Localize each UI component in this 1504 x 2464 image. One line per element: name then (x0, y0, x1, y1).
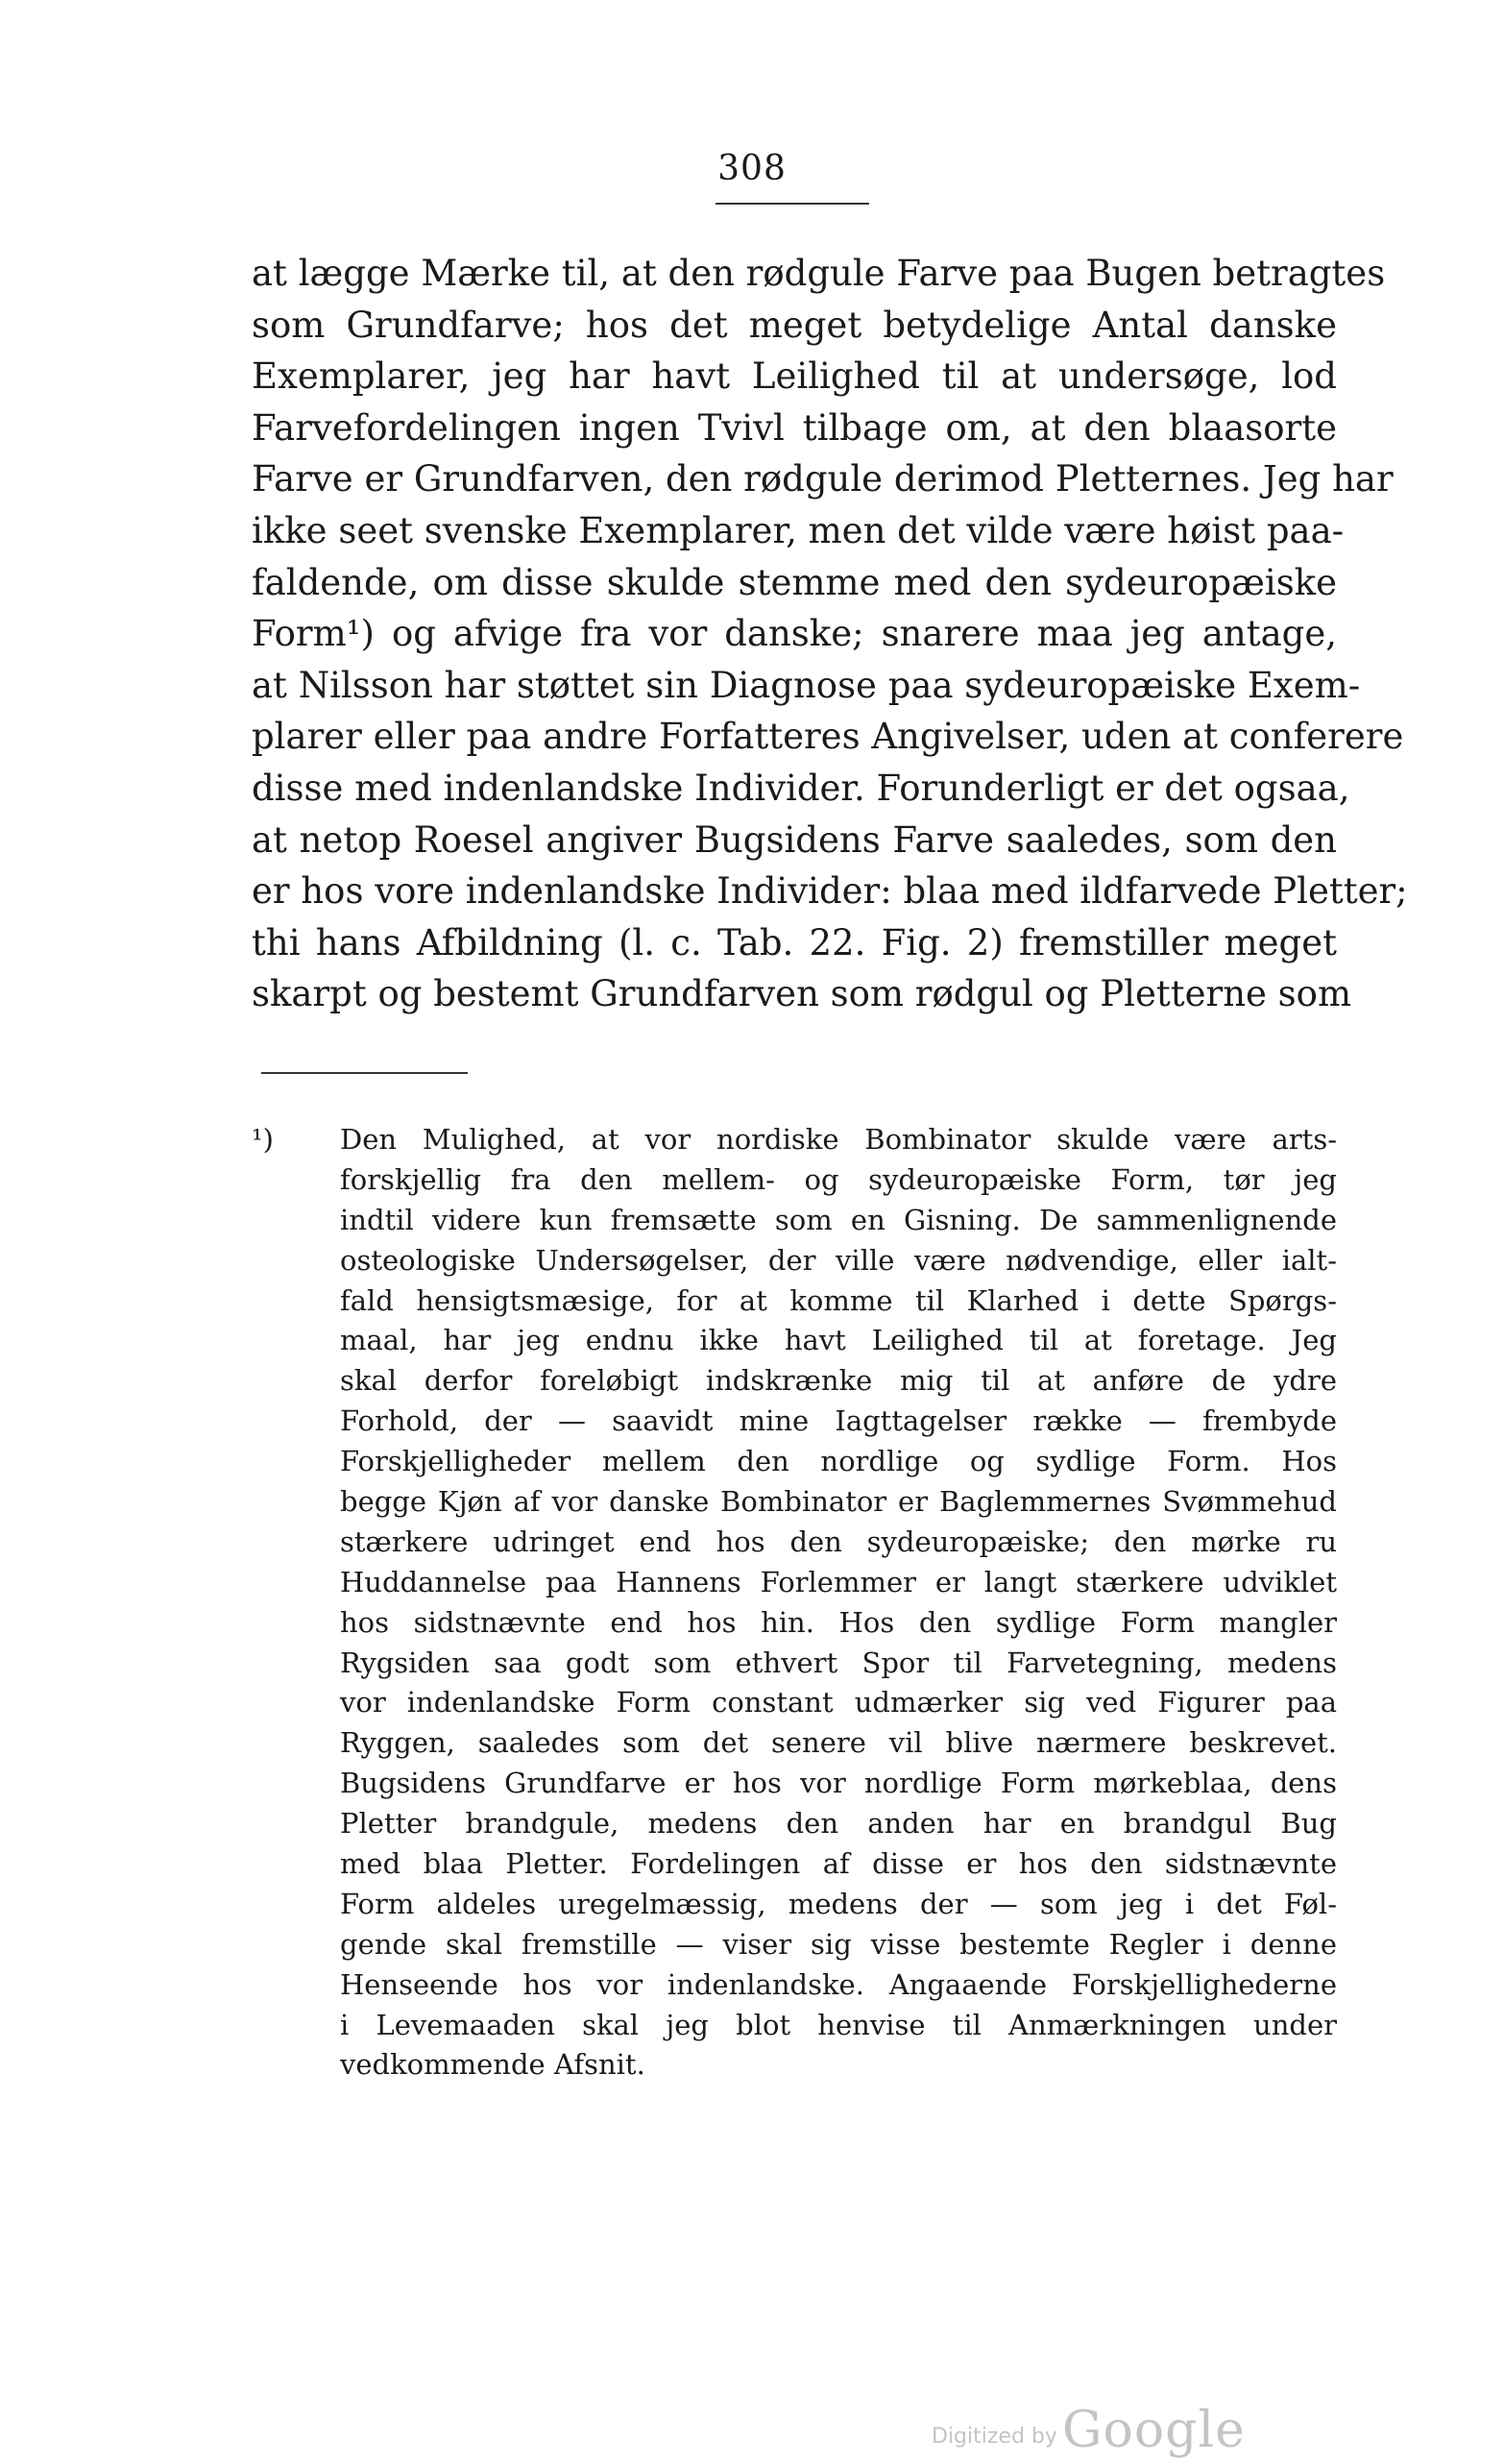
footnote (252, 1120, 1337, 2086)
footnote-line: vedkommende Afsnit. (340, 2048, 645, 2082)
body-line: at Nilsson har støttet sin Diagnose paa sydeuropæiske Exem- (252, 664, 1361, 706)
body-line: som Grundfarve; hos det meget betydelige Antal danske (252, 304, 1337, 346)
footnote-line: skal derfor foreløbigt indskrænke mig til at anføre de ydre (340, 1364, 1337, 1398)
footnote-line: begge Kjøn af vor danske Bombinator er Baglemmernes Svømmehud (340, 1485, 1337, 1519)
footnote-line: osteologiske Undersøgelser, der ville være nødvendige, eller ialt- (340, 1243, 1337, 1277)
body-line: Farvefordelingen ingen Tvivl tilbage om, at den blaasorte (252, 406, 1337, 449)
body-line: faldende, om disse skulde stemme med den sydeuropæiske (252, 561, 1337, 603)
footnote-line: stærkere udringet end hos den sydeuropæiske; den mørke ru (340, 1525, 1337, 1558)
footnote-marker: ¹) (252, 1123, 274, 1156)
body-line: ikke seet svenske Exemplarer, men det vilde være høist paa- (252, 509, 1345, 551)
header-rule (716, 203, 869, 205)
body-line: at netop Roesel angiver Bugsidens Farve saaledes, som den (252, 818, 1337, 861)
footnote-line: vor indenlandske Form constant udmærker sig ved Figurer paa (340, 1686, 1337, 1720)
body-line: at lægge Mærke til, at den rødgule Farve paa Bugen betragtes (252, 253, 1386, 294)
watermark-logo-text: Google (1062, 2402, 1246, 2459)
body-line: plarer eller paa andre Forfatteres Angivelser, uden at conferere (252, 716, 1404, 758)
footnote-line: Rygsiden saa godt som ethvert Spor til Farvetegning, medens (340, 1646, 1337, 1679)
page-number: 308 (717, 149, 787, 188)
footnote-line-text: Den Mulighed, at vor nordiske Bombinator skulde være arts- (340, 1123, 1337, 1156)
footnote-line: gende skal fremstille — viser sig visse bestemte Regler i denne (340, 1927, 1337, 1961)
footnote-line: Henseende hos vor indenlandske. Angaaende Forskjellighederne (340, 1967, 1337, 2001)
body-line: Form¹) og afvige fra vor danske; snarere maa jeg antage, (252, 613, 1337, 655)
footnote-line: Bugsidens Grundfarve er hos vor nordlige Form mørkeblaa, dens (340, 1767, 1337, 1800)
body-line: disse med indenlandske Individer. Forunderligt er det ogsaa, (252, 767, 1350, 809)
body-line: thi hans Afbildning (l. c. Tab. 22. Fig. 2) fremstiller meget (252, 921, 1337, 964)
footnote-line: fald hensigtsmæsige, for at komme til Klarhed i dette Spørgs- (340, 1283, 1337, 1317)
footnote-line: maal, har jeg endnu ikke havt Leilighed til at foretage. Jeg (340, 1324, 1337, 1357)
footnote-line: Ryggen, saaledes som det senere vil blive nærmere beskrevet. (340, 1726, 1337, 1760)
footnote-line: Forskjelligheder mellem den nordlige og sydlige Form. Hos (340, 1445, 1337, 1478)
footnote-line: med blaa Pletter. Fordelingen af disse er hos den sidstnævnte (340, 1847, 1337, 1881)
google-watermark (932, 2402, 1246, 2459)
footnote-line: hos sidstnævnte end hos hin. Hos den sydlige Form mangler (340, 1605, 1337, 1639)
footnote-line: indtil videre kun fremsætte som en Gisning. De sammenlignende (340, 1203, 1337, 1236)
body-text (252, 248, 1408, 1020)
body-line: Exemplarer, jeg har havt Leilighed til at undersøge, lod (252, 355, 1337, 398)
footnote-line: i Levemaaden skal jeg blot henvise til Anmærkningen under (340, 2008, 1337, 2041)
footnote-line: Huddannelse paa Hannens Forlemmer er langt stærkere udviklet (340, 1565, 1337, 1598)
footnote-line: forskjellig fra den mellem- og sydeuropæiske Form, tør jeg (340, 1162, 1337, 1196)
body-line: er hos vore indenlandske Individer: blaa med ildfarvede Pletter; (252, 870, 1408, 913)
footnote-rule (261, 1072, 468, 1074)
watermark-small-text: Digitized by (932, 2425, 1057, 2449)
footnote-line: Pletter brandgule, medens den anden har en brandgul Bug (340, 1807, 1337, 1841)
footnote-line (252, 1120, 1337, 1160)
footnote-line: Form aldeles uregelmæssig, medens der — som jeg i det Føl- (340, 1887, 1337, 1920)
body-line: skarpt og bestemt Grundfarven som rødgul og Pletterne som (252, 973, 1352, 1015)
body-line: Farve er Grundfarven, den rødgule derimod Pletternes. Jeg har (252, 458, 1394, 500)
footnote-line: Forhold, der — saavidt mine Iagttagelser række — frembyde (340, 1404, 1337, 1438)
